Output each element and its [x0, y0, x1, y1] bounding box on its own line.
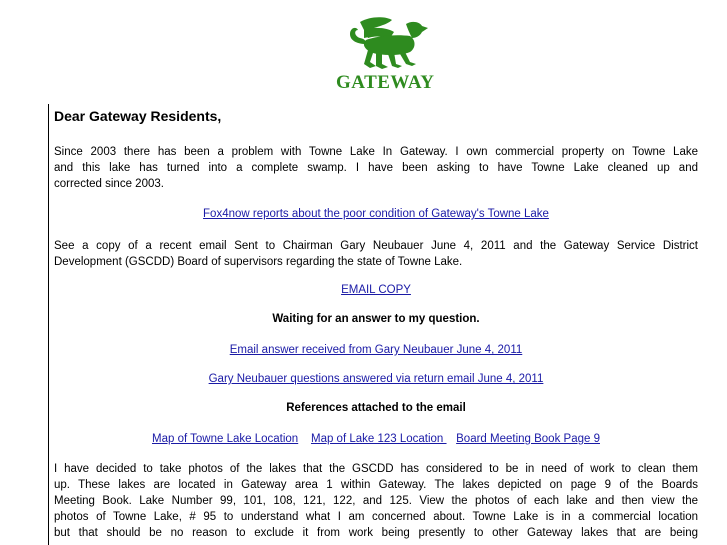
left-border-rule	[48, 104, 49, 545]
paragraph-line: Meeting Book. Lake Number 99, 101, 108, 121, 122, and 125. View the photos of each lake and then view the	[54, 495, 698, 507]
email-answer-link[interactable]: Email answer received from Gary Neubauer June 4, 2011	[229, 344, 523, 356]
paragraph-line: photos of Towne Lake, # 95 to understand what I am concerned about. Towne Lake is in a commercial location	[54, 511, 698, 523]
paragraph-line: See a copy of a recent email Sent to Chairman Gary Neubauer June 4, 2011 and the Gateway Service District	[54, 240, 698, 252]
board-meeting-book-link[interactable]: Board Meeting Book Page 9	[456, 433, 600, 445]
waiting-heading: Waiting for an answer to my question.	[272, 313, 480, 325]
paragraph-line: and this lake has turned into a complete swamp. I have been asking to have Towne Lake cleaned up and	[54, 162, 698, 174]
paragraph-line: I have decided to take photos of the lakes that the GSCDD has considered to be in need of work to clean them	[54, 463, 698, 475]
references-heading: References attached to the email	[286, 402, 466, 414]
griffin-logo-icon	[330, 14, 445, 74]
lake-123-map-link[interactable]: Map of Lake 123 Location	[310, 433, 447, 445]
photos-paragraph	[54, 461, 698, 541]
paragraph-line: but that should be no reason to exclude it from work being presently to other Gateway lakes that are being	[54, 527, 698, 539]
fox4now-link-row	[54, 208, 698, 220]
references-links-row	[54, 433, 698, 445]
paragraph-line: up. These lakes are located in Gateway area 1 within Gateway. The lakes depicted on page 9 of the Boards	[54, 479, 698, 491]
towne-lake-map-link[interactable]: Map of Towne Lake Location	[152, 433, 299, 445]
intro-paragraph	[54, 144, 698, 192]
paragraph-line: corrected since 2003.	[54, 178, 164, 190]
questions-answered-row	[54, 373, 698, 385]
email-paragraph	[54, 238, 698, 270]
fox4now-report-link[interactable]: Fox4now reports about the poor condition of Gateway's Towne Lake	[203, 208, 549, 220]
questions-answered-link[interactable]: Gary Neubauer questions answered via return email June 4, 2011	[208, 373, 544, 385]
email-copy-link[interactable]: EMAIL COPY	[341, 284, 411, 296]
paragraph-line: Since 2003 there has been a problem with Towne Lake In Gateway. I own commercial property on Towne Lake	[54, 146, 698, 158]
email-answer-row	[54, 344, 698, 356]
email-copy-row	[54, 284, 698, 296]
paragraph-line: Development (GSCDD) Board of supervisors regarding the state of Towne Lake.	[54, 256, 463, 268]
logo-wordmark: GATEWAY	[336, 72, 435, 93]
greeting-heading: Dear Gateway Residents,	[54, 108, 222, 124]
gateway-logo	[330, 14, 445, 94]
